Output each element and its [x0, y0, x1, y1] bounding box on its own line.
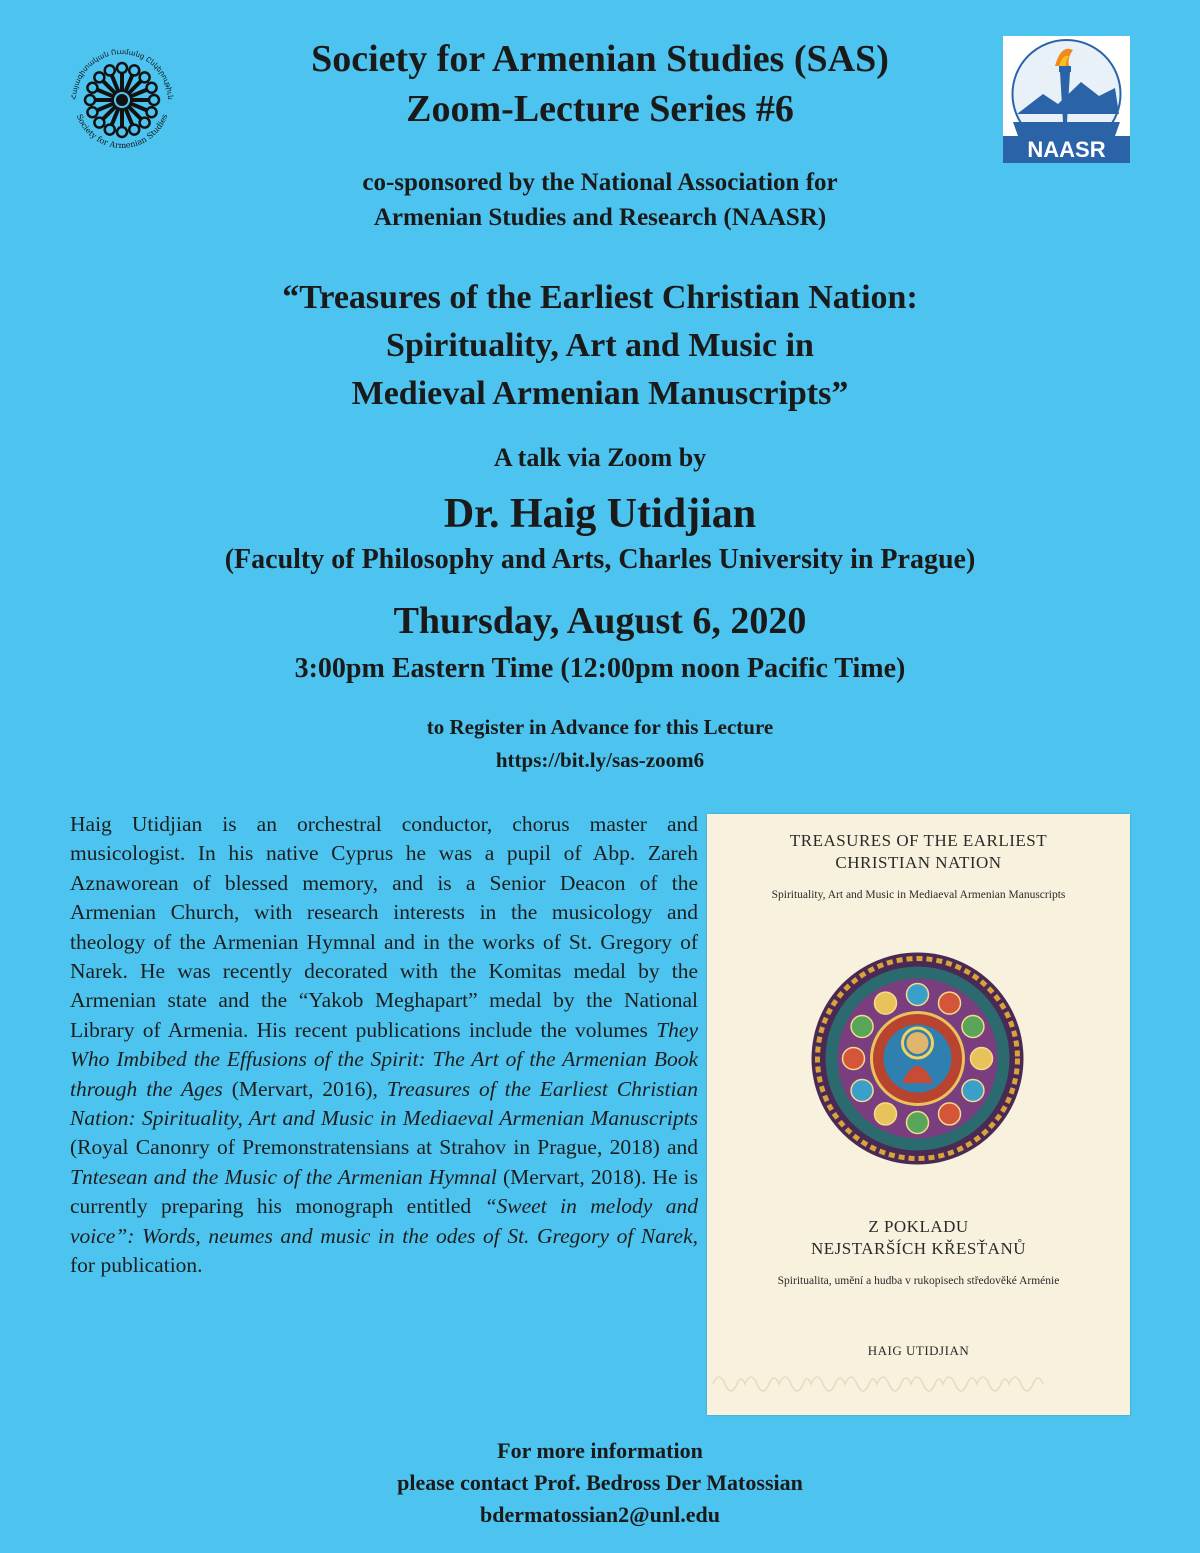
bio-book-title-4: “Sweet in melody and voice”: Words, neumes and music in the odes of St. Gregory of Narek	[70, 1194, 698, 1248]
speaker-bio	[70, 810, 698, 1281]
bio-text-3: (Royal Canonry of Premonstratensians at Strahov in Prague, 2018) and	[70, 1135, 698, 1160]
talk-title-line-2: Spirituality, Art and Music in	[386, 327, 814, 364]
book-cover	[707, 814, 1130, 1415]
cosponsor-line-1: co-sponsored by the National Association for	[362, 169, 838, 196]
registration-label: to Register in Advance for this Lecture	[426, 715, 774, 739]
book-title-line-2: CHRISTIAN NATION	[835, 853, 1002, 872]
book-subtitle: Spirituality, Art and Music in Mediaeval Armenian Manuscripts	[771, 889, 1066, 901]
talk-date: Thursday, August 6, 2020	[393, 600, 807, 642]
book-title-line-1: TREASURES OF THE EARLIEST	[789, 831, 1048, 850]
bio-text-4: (Mervart, 2018). He is currently preparing his monograph entitled	[70, 1164, 699, 1219]
contact-line-2: please contact Prof. Bedross Der Matossian	[397, 1470, 803, 1495]
header-line-1: Society for Armenian Studies (SAS)	[311, 38, 889, 80]
book-armenian-script-decoration	[707, 1360, 1130, 1400]
bio-book-title-1: They Who Imbibed the Effusions of the Spirit: The Art of the Armenian Book through the Ages	[70, 1017, 698, 1101]
book-author: HAIG UTIDJIAN	[867, 1343, 970, 1358]
sas-ring-text-bottom: Society for Armenian Studies	[74, 112, 170, 151]
sas-ring-text-top: Հայագիտական Ուսմանց Ընկերութիւն	[69, 48, 175, 100]
bio-text-5: , for publication.	[70, 1223, 698, 1278]
talk-by-line: A talk via Zoom by	[493, 443, 707, 472]
book-czech-title-line-2: NEJSTARŠÍCH KŘESŤANŮ	[810, 1239, 1027, 1258]
contact-email[interactable]: bdermatossian2@unl.edu	[480, 1502, 720, 1527]
talk-time: 3:00pm Eastern Time (12:00pm noon Pacific Time)	[294, 653, 906, 684]
book-czech-title-line-1: Z POKLADU	[868, 1217, 969, 1236]
header-line-2: Zoom-Lecture Series #6	[406, 88, 794, 130]
book-medallion-image	[810, 951, 1025, 1166]
bio-text-1: Haig Utidjian is an orchestral conductor, chorus master and musicologist. In his native Cyprus he was a pupil of Abp. Zareh Aznaworean of blessed memory, and is a Senior Deacon of the Armenian Church, with research interests in the musicology and theology of the Armenian Hymnal and in the works of St. Gregory of Narek. He was recently decorated with the Komitas medal by the Armenian state and the “Yakob Meghapart” medal by the National Library of Armenia. His recent publications include the volumes	[70, 812, 698, 1042]
talk-title-line-1: “Treasures of the Earliest Christian Nation:	[282, 279, 918, 316]
speaker-affiliation: (Faculty of Philosophy and Arts, Charles University in Prague)	[224, 544, 976, 575]
speaker-name: Dr. Haig Utidjian	[443, 491, 757, 537]
contact-line-1: For more information	[497, 1438, 703, 1463]
bio-book-title-2: Treasures of the Earliest Christian Nation: Spirituality, Art and Music in Mediaeval Armenian Manuscripts	[70, 1076, 698, 1131]
registration-link[interactable]: https://bit.ly/sas-zoom6	[495, 748, 705, 772]
talk-title-line-3: Medieval Armenian Manuscripts”	[351, 375, 849, 412]
cosponsor-line-2: Armenian Studies and Research (NAASR)	[373, 204, 827, 231]
bio-book-title-3: Tntesean and the Music of the Armenian Hymnal	[70, 1164, 497, 1189]
bio-text-2: (Mervart, 2016),	[222, 1076, 387, 1101]
naasr-label: NAASR	[1027, 137, 1106, 162]
book-czech-subtitle: Spiritualita, umění a hudba v rukopisech středověké Arménie	[777, 1275, 1060, 1287]
